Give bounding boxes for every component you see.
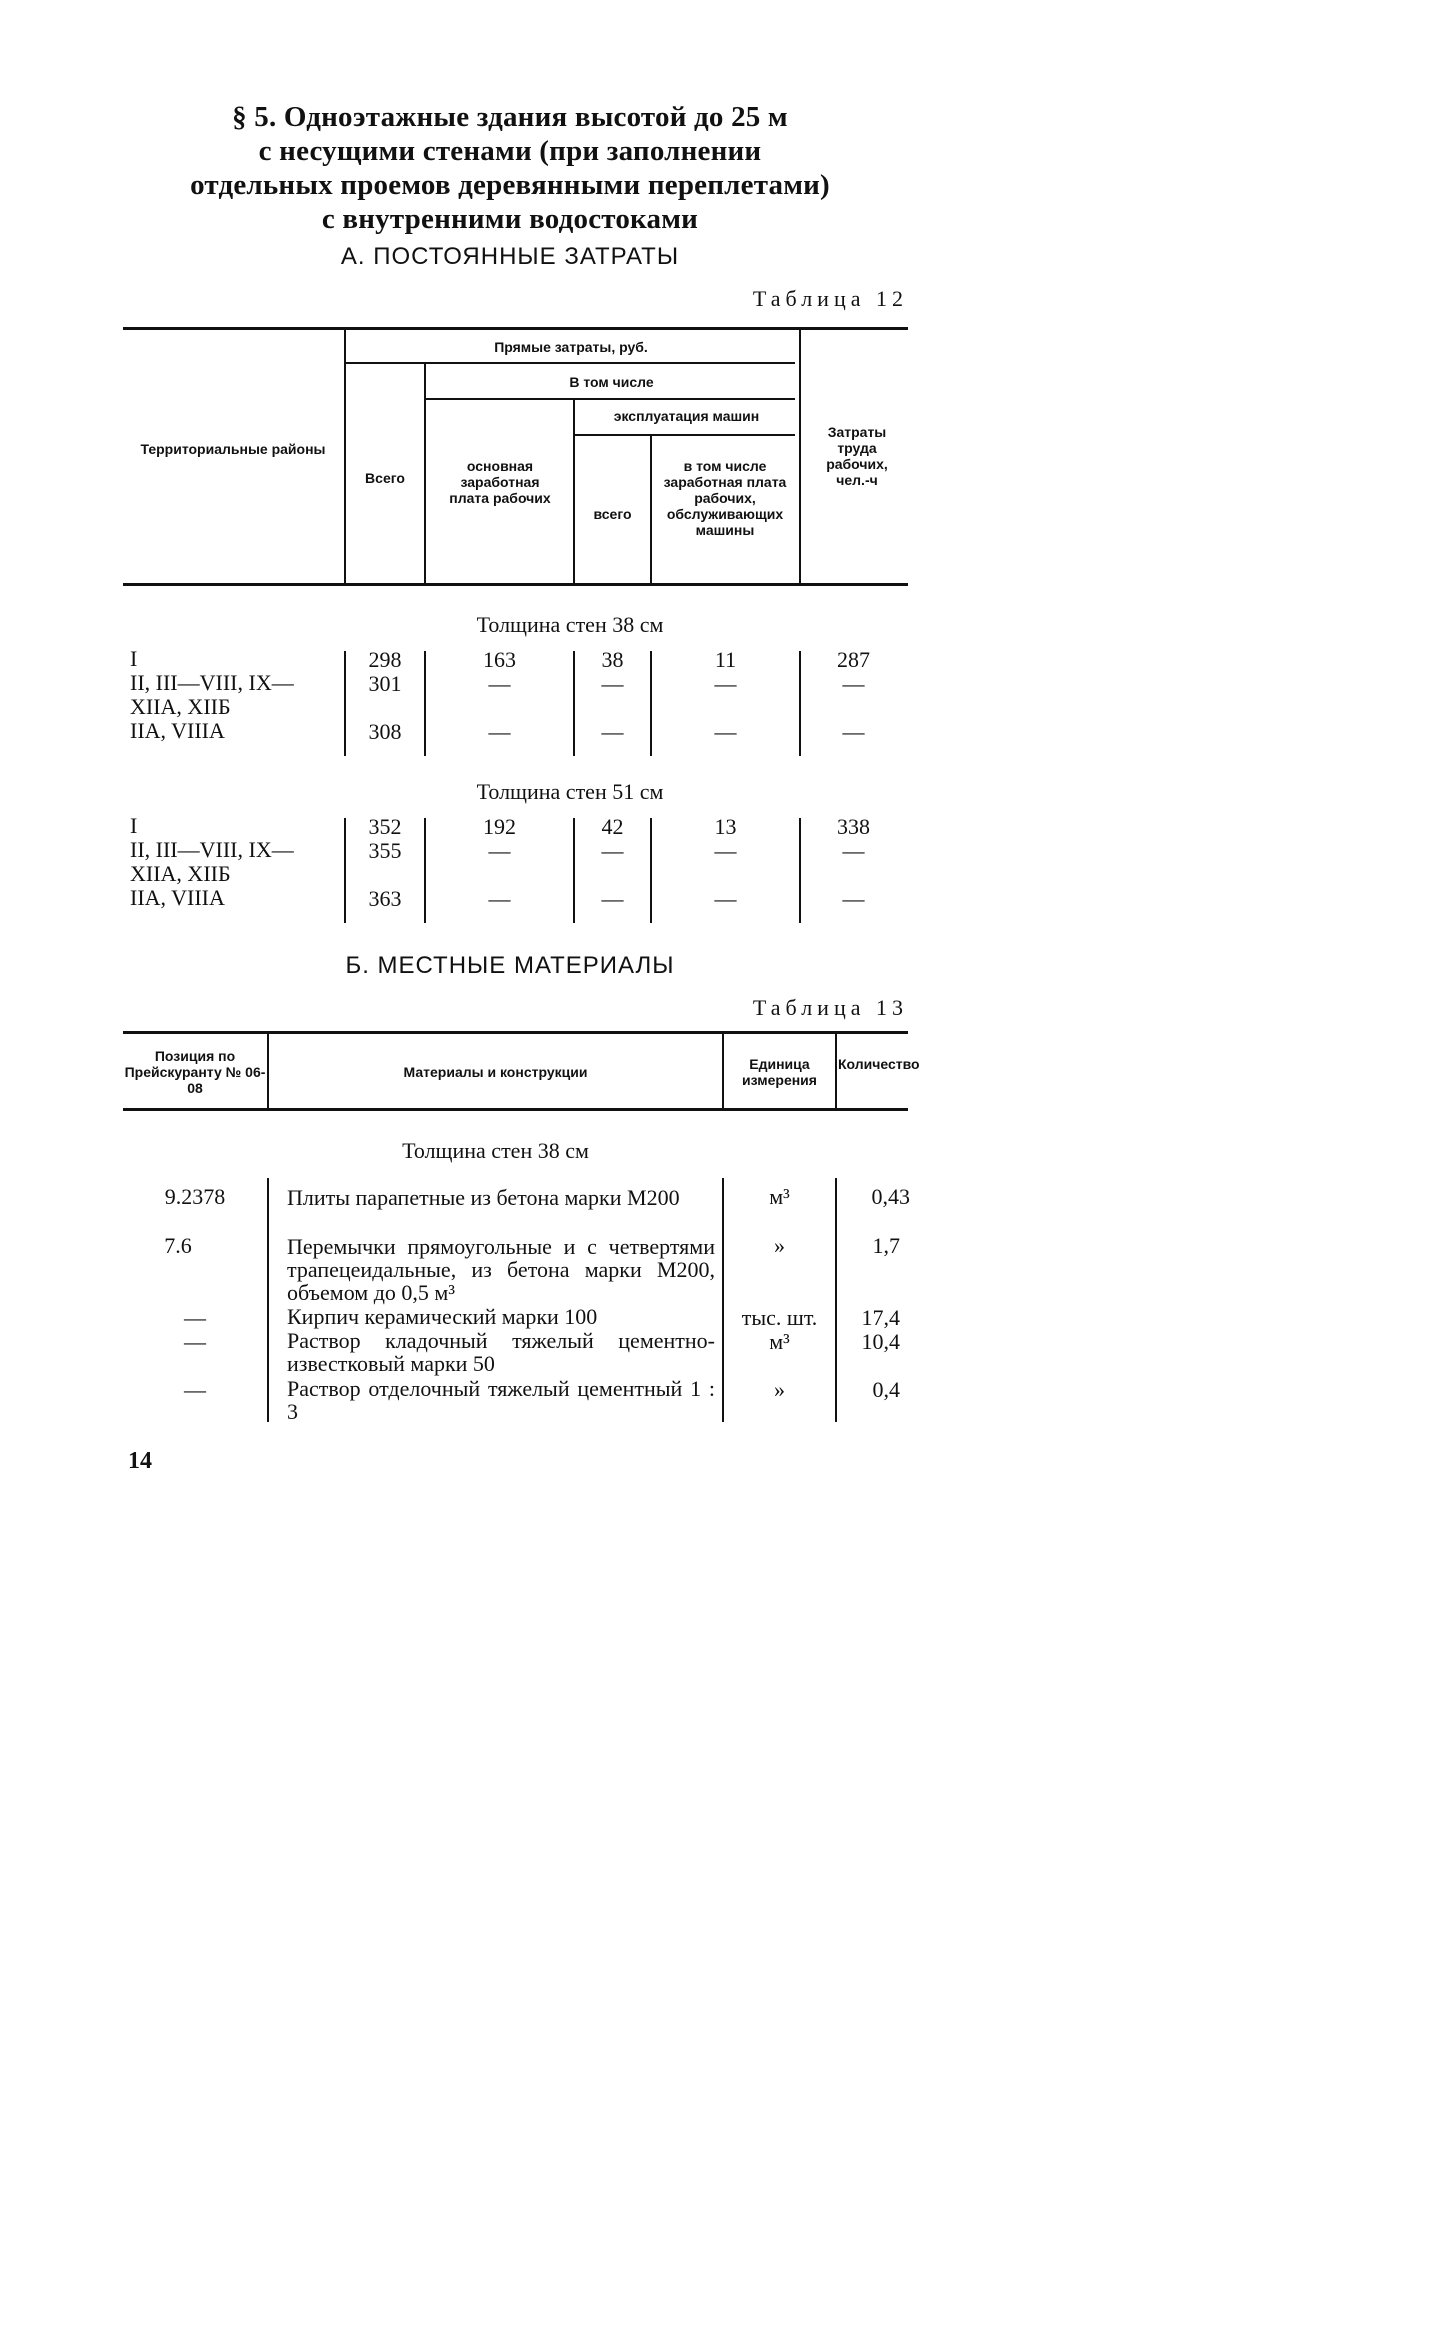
header-qty: Количество xyxy=(838,1056,920,1072)
cell-machine-wage: 13 xyxy=(714,814,737,839)
group-title: Толщина стен 51 см xyxy=(476,779,664,804)
header-machine-total: всего xyxy=(593,506,632,522)
cell-machine-total: — xyxy=(601,886,624,911)
cell-unit: » xyxy=(774,1233,785,1258)
column-divider xyxy=(650,436,652,583)
column-divider xyxy=(835,1178,837,1422)
column-divider xyxy=(424,364,426,583)
header-materials: Материалы и конструкции xyxy=(403,1064,588,1080)
group-title: Толщина стен 38 см xyxy=(476,612,664,637)
header-position: Позиция по Прейскуранту № 06-08 xyxy=(124,1048,266,1096)
cell-position: — xyxy=(184,1305,206,1330)
section-title-line: § 5. Одноэтажные здания высотой до 25 м xyxy=(232,101,788,133)
cell-machine-wage: — xyxy=(714,719,737,744)
table-12-header-bottom-rule xyxy=(123,583,908,586)
column-divider xyxy=(344,330,346,583)
header-labor: Затраты труда рабочих, чел.-ч xyxy=(826,424,888,488)
cell-base-wage: 192 xyxy=(483,814,516,839)
cell-position: — xyxy=(184,1377,206,1402)
cell-unit: тыс. шт. xyxy=(741,1305,818,1330)
cell-material: Перемычки прямоугольные и с четвертями трапецеидальные, из бетона марки М200, объемом до 0,5 м³ xyxy=(287,1234,715,1305)
cell-machine-total: 42 xyxy=(601,814,624,839)
section-b-heading: Б. МЕСТНЫЕ МАТЕРИАЛЫ xyxy=(345,952,675,979)
cell-labor: — xyxy=(842,719,865,744)
column-divider xyxy=(835,1034,837,1108)
table-13-header-bottom-rule xyxy=(123,1108,908,1111)
cell-qty: 0,43 xyxy=(871,1184,910,1209)
cell-labor: 287 xyxy=(837,647,870,672)
table-13-label: Таблица 13 xyxy=(752,995,908,1020)
section-a-heading: А. ПОСТОЯННЫЕ ЗАТРАТЫ xyxy=(340,243,680,270)
section-title-line: отдельных проемов деревянными переплетами) xyxy=(190,169,830,201)
table-row-region: IIA, VIIIA xyxy=(130,885,225,910)
cell-labor: — xyxy=(842,886,865,911)
cell-qty: 10,4 xyxy=(861,1329,900,1354)
table-row-region: II, III—VIII, IX—XIIA, XIIБ xyxy=(130,837,294,886)
cell-base-wage: — xyxy=(488,838,511,863)
column-divider xyxy=(573,400,575,583)
header-direct-costs: Прямые затраты, руб. xyxy=(494,339,648,355)
cell-qty: 17,4 xyxy=(861,1305,900,1330)
cell-material: Раствор кладочный тяжелый цементно-известковый марки 50 xyxy=(287,1328,715,1376)
table-row-region: I xyxy=(130,813,138,838)
cell-machine-total: — xyxy=(601,719,624,744)
cell-labor: 338 xyxy=(837,814,870,839)
column-divider xyxy=(267,1178,269,1422)
cell-qty: 1,7 xyxy=(872,1233,900,1258)
cell-machine-wage: 11 xyxy=(714,647,737,672)
cell-base-wage: — xyxy=(488,886,511,911)
cell-unit: м³ xyxy=(769,1329,790,1354)
section-title-line: с внутренними водостоками xyxy=(321,203,699,235)
table-row-region: IIA, VIIIA xyxy=(130,718,225,743)
header-rule xyxy=(425,398,795,400)
cell-machine-wage: — xyxy=(714,886,737,911)
cell-total: 363 xyxy=(368,886,402,911)
cell-total: 352 xyxy=(368,814,402,839)
cell-labor: — xyxy=(842,838,865,863)
cell-unit: » xyxy=(774,1377,785,1402)
page-number: 14 xyxy=(128,1448,152,1474)
cell-base-wage: 163 xyxy=(483,647,516,672)
cell-position: 7.6 xyxy=(164,1233,192,1258)
header-rule xyxy=(575,434,795,436)
cell-machine-total: 38 xyxy=(601,647,624,672)
header-unit: Единица измерения xyxy=(742,1056,817,1088)
section-title xyxy=(150,100,870,236)
table-row-region: II, III—VIII, IX—XIIA, XIIБ xyxy=(130,670,294,719)
cell-total: 301 xyxy=(368,671,402,696)
cell-total: 355 xyxy=(368,838,402,863)
cell-base-wage: — xyxy=(488,719,511,744)
table-12-label: Таблица 12 xyxy=(752,286,908,311)
cell-position: 9.2378 xyxy=(164,1184,226,1209)
header-machine-wage: в том числе заработная плата рабочих, обслуживающих машины xyxy=(663,458,787,538)
section-title-line: с несущими стенами (при заполнении xyxy=(258,135,762,167)
cell-unit: м³ xyxy=(769,1184,790,1209)
header-regions: Территориальные районы xyxy=(140,441,326,457)
table-13-top-rule xyxy=(123,1031,908,1034)
cell-base-wage: — xyxy=(488,671,511,696)
cell-machine-wage: — xyxy=(714,671,737,696)
group-title: Толщина стен 38 см xyxy=(402,1138,589,1163)
header-total: Всего xyxy=(365,470,405,486)
cell-position: — xyxy=(184,1329,206,1354)
cell-machine-wage: — xyxy=(714,838,737,863)
cell-total: 308 xyxy=(368,719,402,744)
cell-machine-total: — xyxy=(601,838,624,863)
cell-material: Плиты парапетные из бетона марки М200 xyxy=(287,1185,680,1210)
cell-machine-total: — xyxy=(601,671,624,696)
table-row-region: I xyxy=(130,646,138,671)
cell-total: 298 xyxy=(368,647,402,672)
cell-material: Раствор отделочный тяжелый цементный 1 : 3 xyxy=(287,1376,715,1424)
header-including: В том числе xyxy=(569,374,654,390)
column-divider xyxy=(799,330,801,583)
cell-material: Кирпич керамический марки 100 xyxy=(287,1304,598,1329)
header-machine-operation: эксплуатация машин xyxy=(613,408,760,424)
header-base-wage: основная заработная плата рабочих xyxy=(449,458,551,506)
header-rule xyxy=(345,362,795,364)
cell-labor: — xyxy=(842,671,865,696)
table-12-top-rule xyxy=(123,327,908,330)
cell-qty: 0,4 xyxy=(872,1377,900,1402)
